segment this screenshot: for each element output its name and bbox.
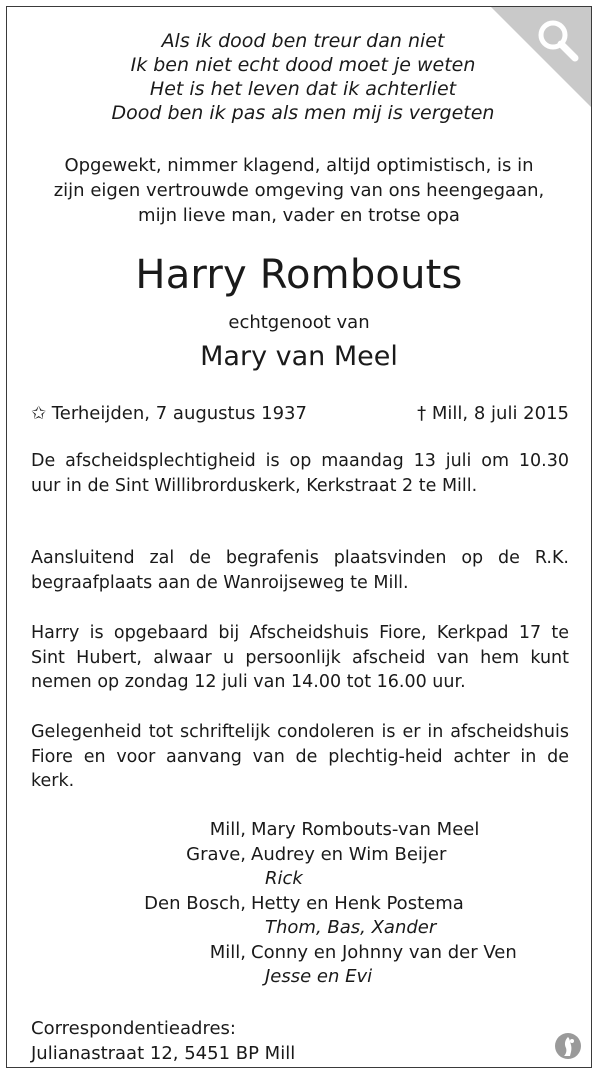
poem-line: Ik ben niet echt dood moet je weten — [130, 54, 476, 76]
family-row — [7, 818, 591, 843]
family-names: Conny en Johnny van der Ven — [251, 941, 517, 963]
family-row — [7, 941, 591, 966]
family-place: Grave, — [186, 843, 246, 865]
publisher-logo-icon — [553, 1031, 583, 1061]
poem — [7, 29, 591, 125]
deceased-name: Harry Rombouts — [135, 252, 463, 298]
condolence-paragraph: Gelegenheid tot schriftelijk condoleren is er in afscheidshuis Fiore en voor aanvang van de plechtig-heid achter in de kerk. — [31, 722, 569, 791]
ceremony-paragraph: De afscheidsplechtigheid is op maandag 13 juli om 10.30 uur in de Sint Willibrorduskerk, Kerkstraat 2 te Mill. — [31, 451, 569, 496]
viewing-paragraph: Harry is opgebaard bij Afscheidshuis Fiore, Kerkpad 17 te Sint Hubert, alwaar u persoonlijk afscheid van hem kunt nemen op zondag 12 juli van 14.00 tot 16.00 uur. — [31, 623, 569, 692]
burial-paragraph: Aansluitend zal de begrafenis plaatsvinden op de R.K. begraafplaats aan de Wanroijseweg te Mill. — [31, 548, 569, 593]
family-children: Thom, Bas, Xander — [265, 917, 437, 938]
family-list — [7, 818, 591, 990]
spouse-name: Mary van Meel — [200, 341, 398, 372]
correspondence-address — [31, 1016, 295, 1066]
poem-line: Als ik dood ben treur dan niet — [161, 30, 445, 52]
poem-line: Dood ben ik pas als men mij is vergeten — [111, 102, 495, 124]
intro-line: mijn lieve man, vader en trotse opa — [138, 205, 460, 226]
address-label: Correspondentieadres: — [31, 1018, 236, 1039]
intro-text — [7, 153, 591, 228]
family-children: Rick — [265, 868, 303, 889]
address-line: Julianastraat 12, 5451 BP Mill — [31, 1043, 296, 1064]
intro-line: zijn eigen vertrouwde omgeving van ons heengegaan, — [53, 180, 545, 201]
family-names: Hetty en Henk Postema — [251, 892, 464, 914]
birth-date: ✩ Terheijden, 7 augustus 1937 — [31, 403, 307, 424]
family-names: Audrey en Wim Beijer — [251, 843, 447, 865]
family-row — [7, 892, 591, 917]
intro-line: Opgewekt, nimmer klagend, altijd optimistisch, is in — [64, 155, 534, 176]
family-children: Jesse en Evi — [265, 966, 373, 987]
family-place: Mill, — [209, 819, 246, 840]
poem-line: Het is het leven dat ik achterliet — [149, 78, 457, 100]
family-place: Mill, — [209, 941, 246, 963]
family-place: Den Bosch, — [144, 892, 246, 914]
obituary-card — [6, 6, 592, 1068]
life-dates — [31, 401, 569, 427]
family-names: Mary Rombouts-van Meel — [251, 819, 480, 840]
family-row — [7, 843, 591, 868]
spouse-prefix: echtgenoot van — [228, 312, 370, 333]
death-date: † Mill, 8 juli 2015 — [417, 403, 569, 424]
